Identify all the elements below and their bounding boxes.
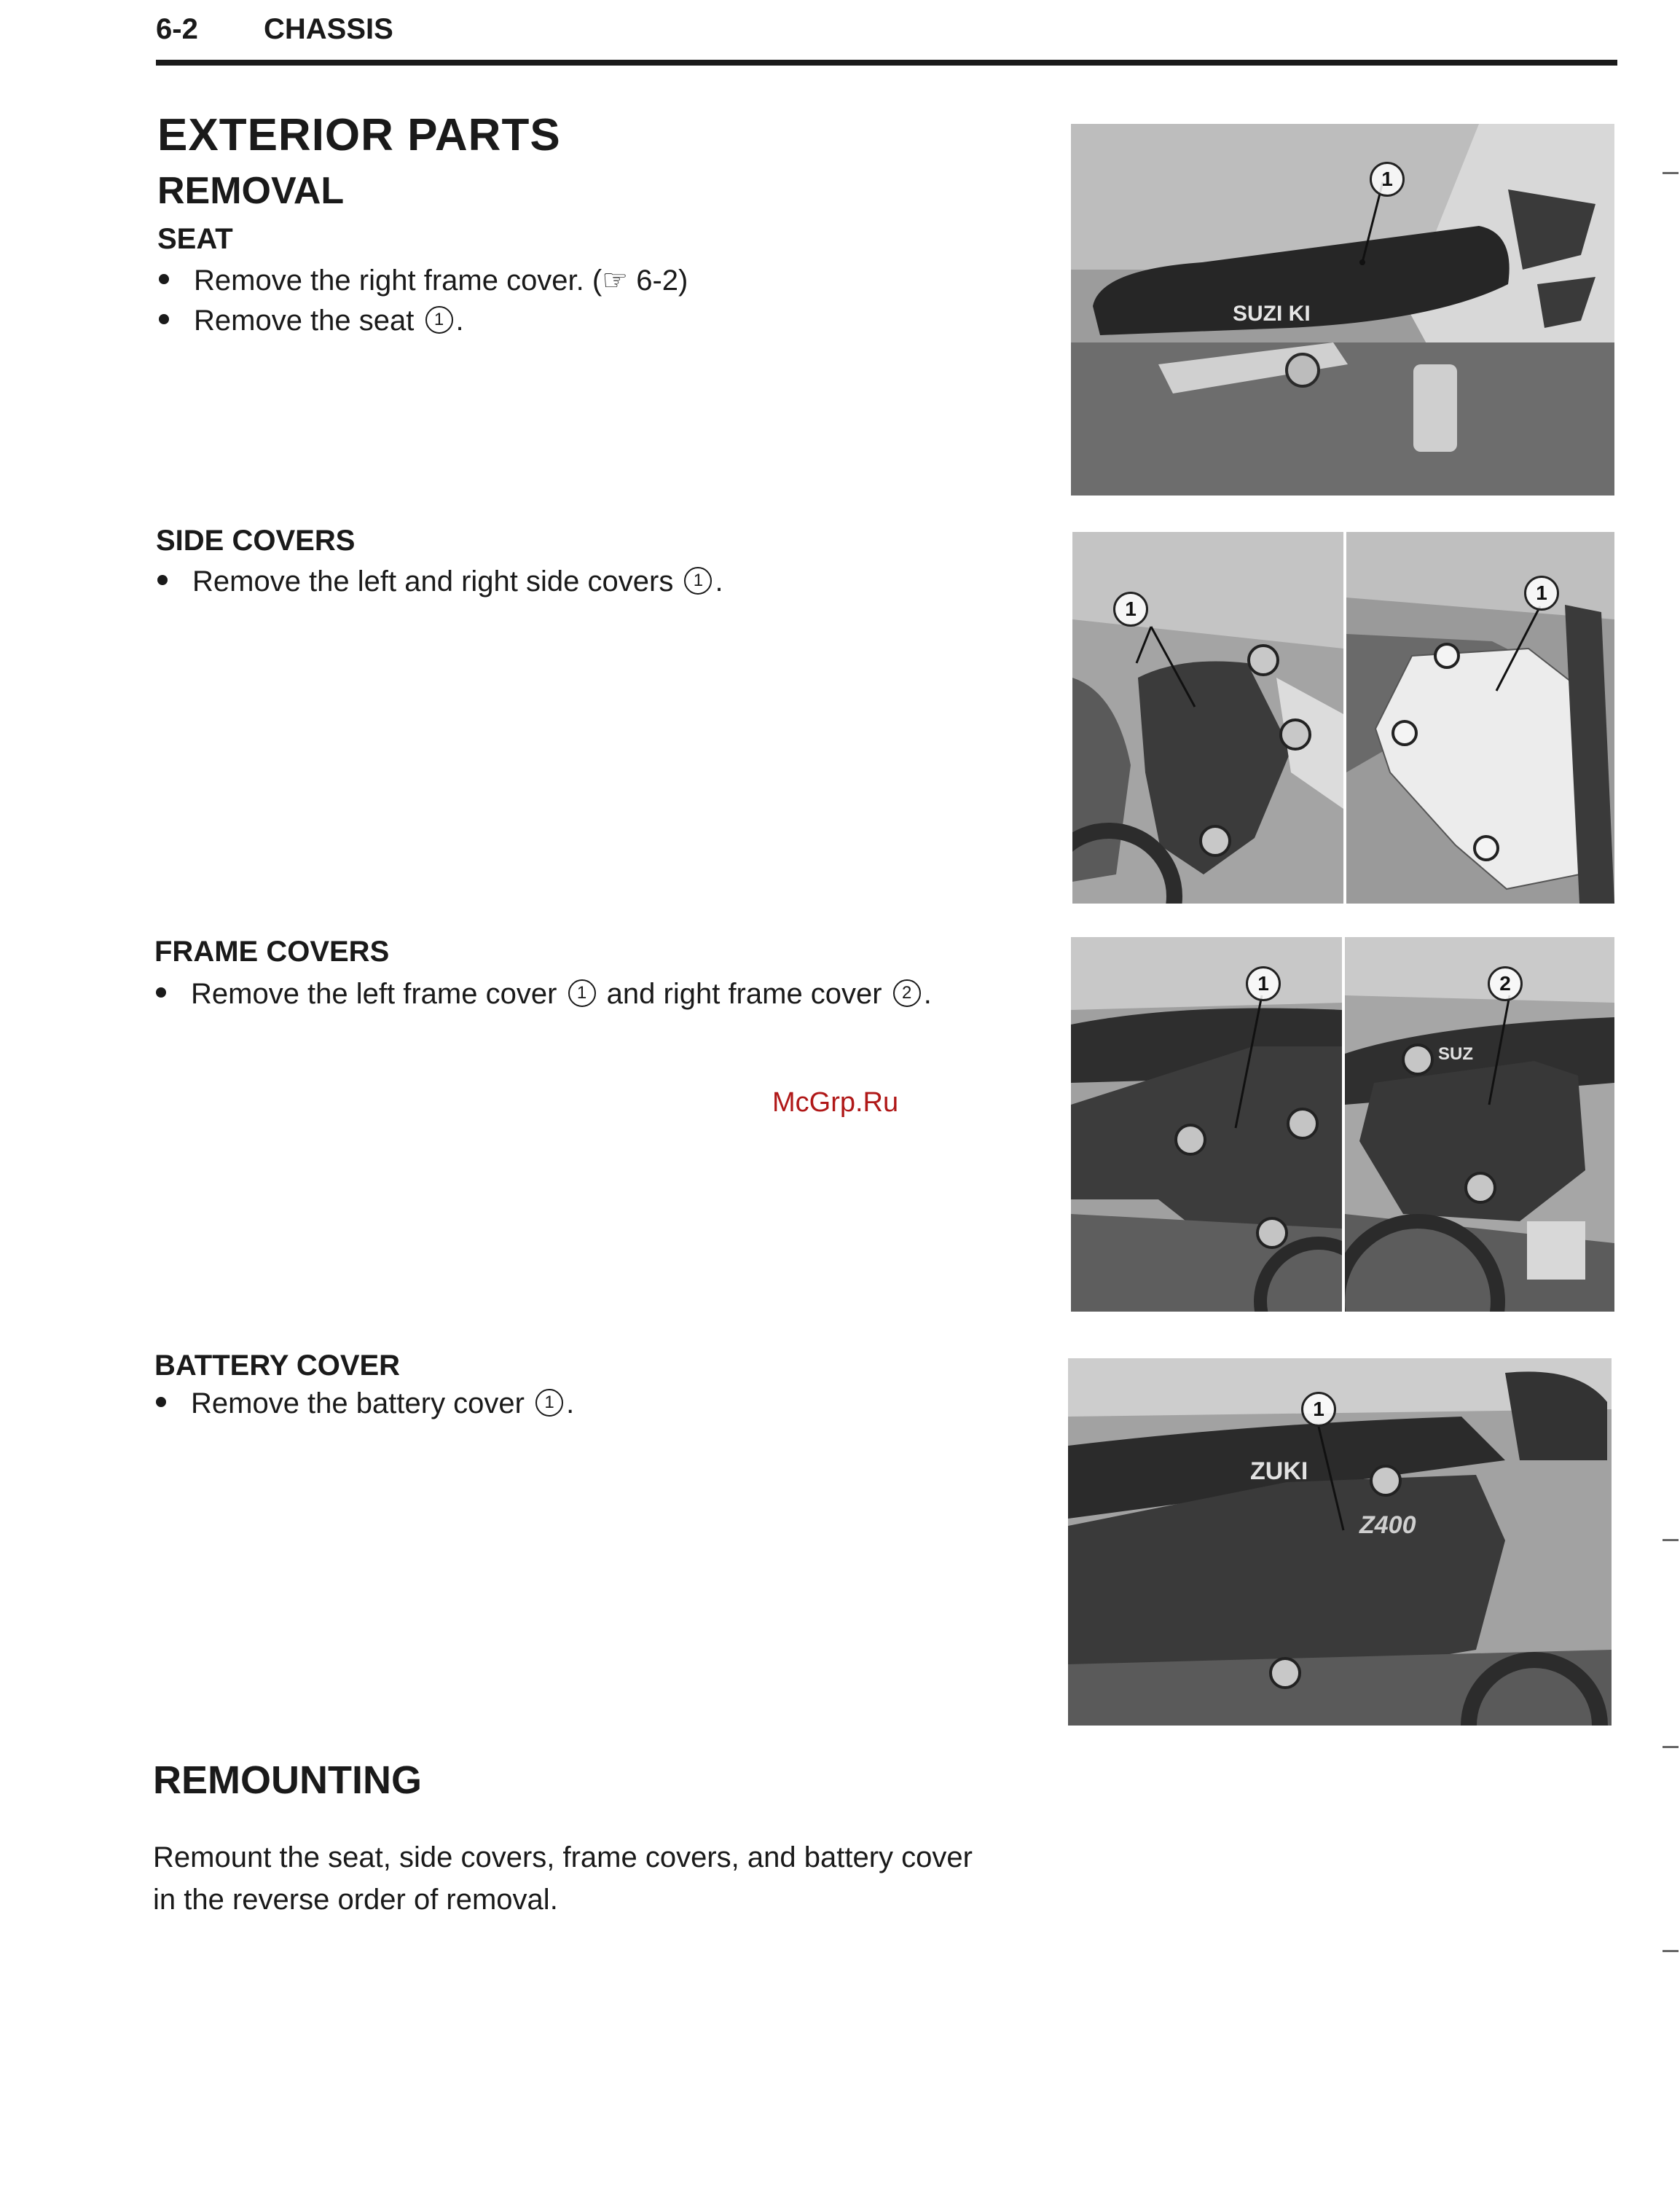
- header-rule: [156, 60, 1617, 66]
- bullet-dot: [156, 1397, 166, 1407]
- side-covers-heading: SIDE COVERS: [156, 525, 356, 557]
- seat-removal-photo: [1071, 124, 1614, 496]
- battery-cover-photo: [1068, 1358, 1612, 1726]
- remounting-text: Remount the seat, side covers, frame covers, and battery cover in the reverse order of removal.: [153, 1841, 973, 1916]
- battery-decal-1: ZUKI: [1250, 1457, 1308, 1485]
- right-frame-cover-photo: [1345, 937, 1614, 1312]
- seat-decal: SUZI KI: [1233, 302, 1311, 326]
- bullet-dot: [159, 274, 169, 284]
- scan-edge-mark: [1663, 172, 1679, 174]
- seat-bullet-1: Remove the right frame cover. (☞ 6-2): [159, 264, 688, 297]
- removal-heading: REMOVAL: [157, 170, 345, 212]
- callout-number: 1: [684, 567, 712, 595]
- battery-cover-heading: BATTERY COVER: [154, 1350, 401, 1382]
- battery-cover-callout: 1: [1301, 1392, 1336, 1427]
- frame-covers-bullet: Remove the left frame cover 1 and right frame cover 2 .: [156, 978, 932, 1011]
- bullet-dot: [159, 314, 169, 324]
- battery-cover-bullet: Remove the battery cover 1 .: [156, 1387, 574, 1420]
- right-frame-cover-callout: 2: [1488, 966, 1523, 1001]
- scan-edge-mark: [1663, 1950, 1679, 1952]
- seat-bullet-2: Remove the seat 1 .: [159, 305, 464, 337]
- callout-number: 1: [535, 1389, 563, 1417]
- scan-edge-mark: [1663, 1539, 1679, 1541]
- watermark-text: McGrp.Ru: [772, 1087, 899, 1118]
- left-side-cover-photo: [1072, 532, 1343, 904]
- seat-heading: SEAT: [157, 223, 233, 255]
- left-frame-cover-photo: [1071, 937, 1342, 1312]
- section-title: CHASSIS: [264, 13, 393, 45]
- callout-number: 1: [568, 979, 596, 1007]
- left-side-cover-callout: 1: [1113, 592, 1148, 627]
- frame-decal: SUZ: [1438, 1044, 1473, 1064]
- callout-number: 2: [893, 979, 921, 1007]
- bullet-dot: [157, 575, 168, 585]
- scan-edge-mark: [1663, 1746, 1679, 1748]
- right-side-cover-photo: [1346, 532, 1614, 904]
- side-covers-bullet: Remove the left and right side covers 1 .: [157, 565, 723, 598]
- left-frame-cover-callout: 1: [1246, 966, 1281, 1001]
- reference-arrow-icon: ☞: [602, 265, 629, 297]
- page-number: 6-2: [156, 13, 198, 45]
- battery-decal-2: Z400: [1359, 1511, 1416, 1539]
- right-side-cover-callout: 1: [1524, 576, 1559, 611]
- frame-covers-heading: FRAME COVERS: [154, 936, 390, 968]
- seat-callout: 1: [1370, 162, 1405, 197]
- page-title: EXTERIOR PARTS: [157, 110, 561, 160]
- bullet-dot: [156, 987, 166, 998]
- remounting-heading: REMOUNTING: [153, 1758, 422, 1802]
- callout-number: 1: [425, 306, 453, 334]
